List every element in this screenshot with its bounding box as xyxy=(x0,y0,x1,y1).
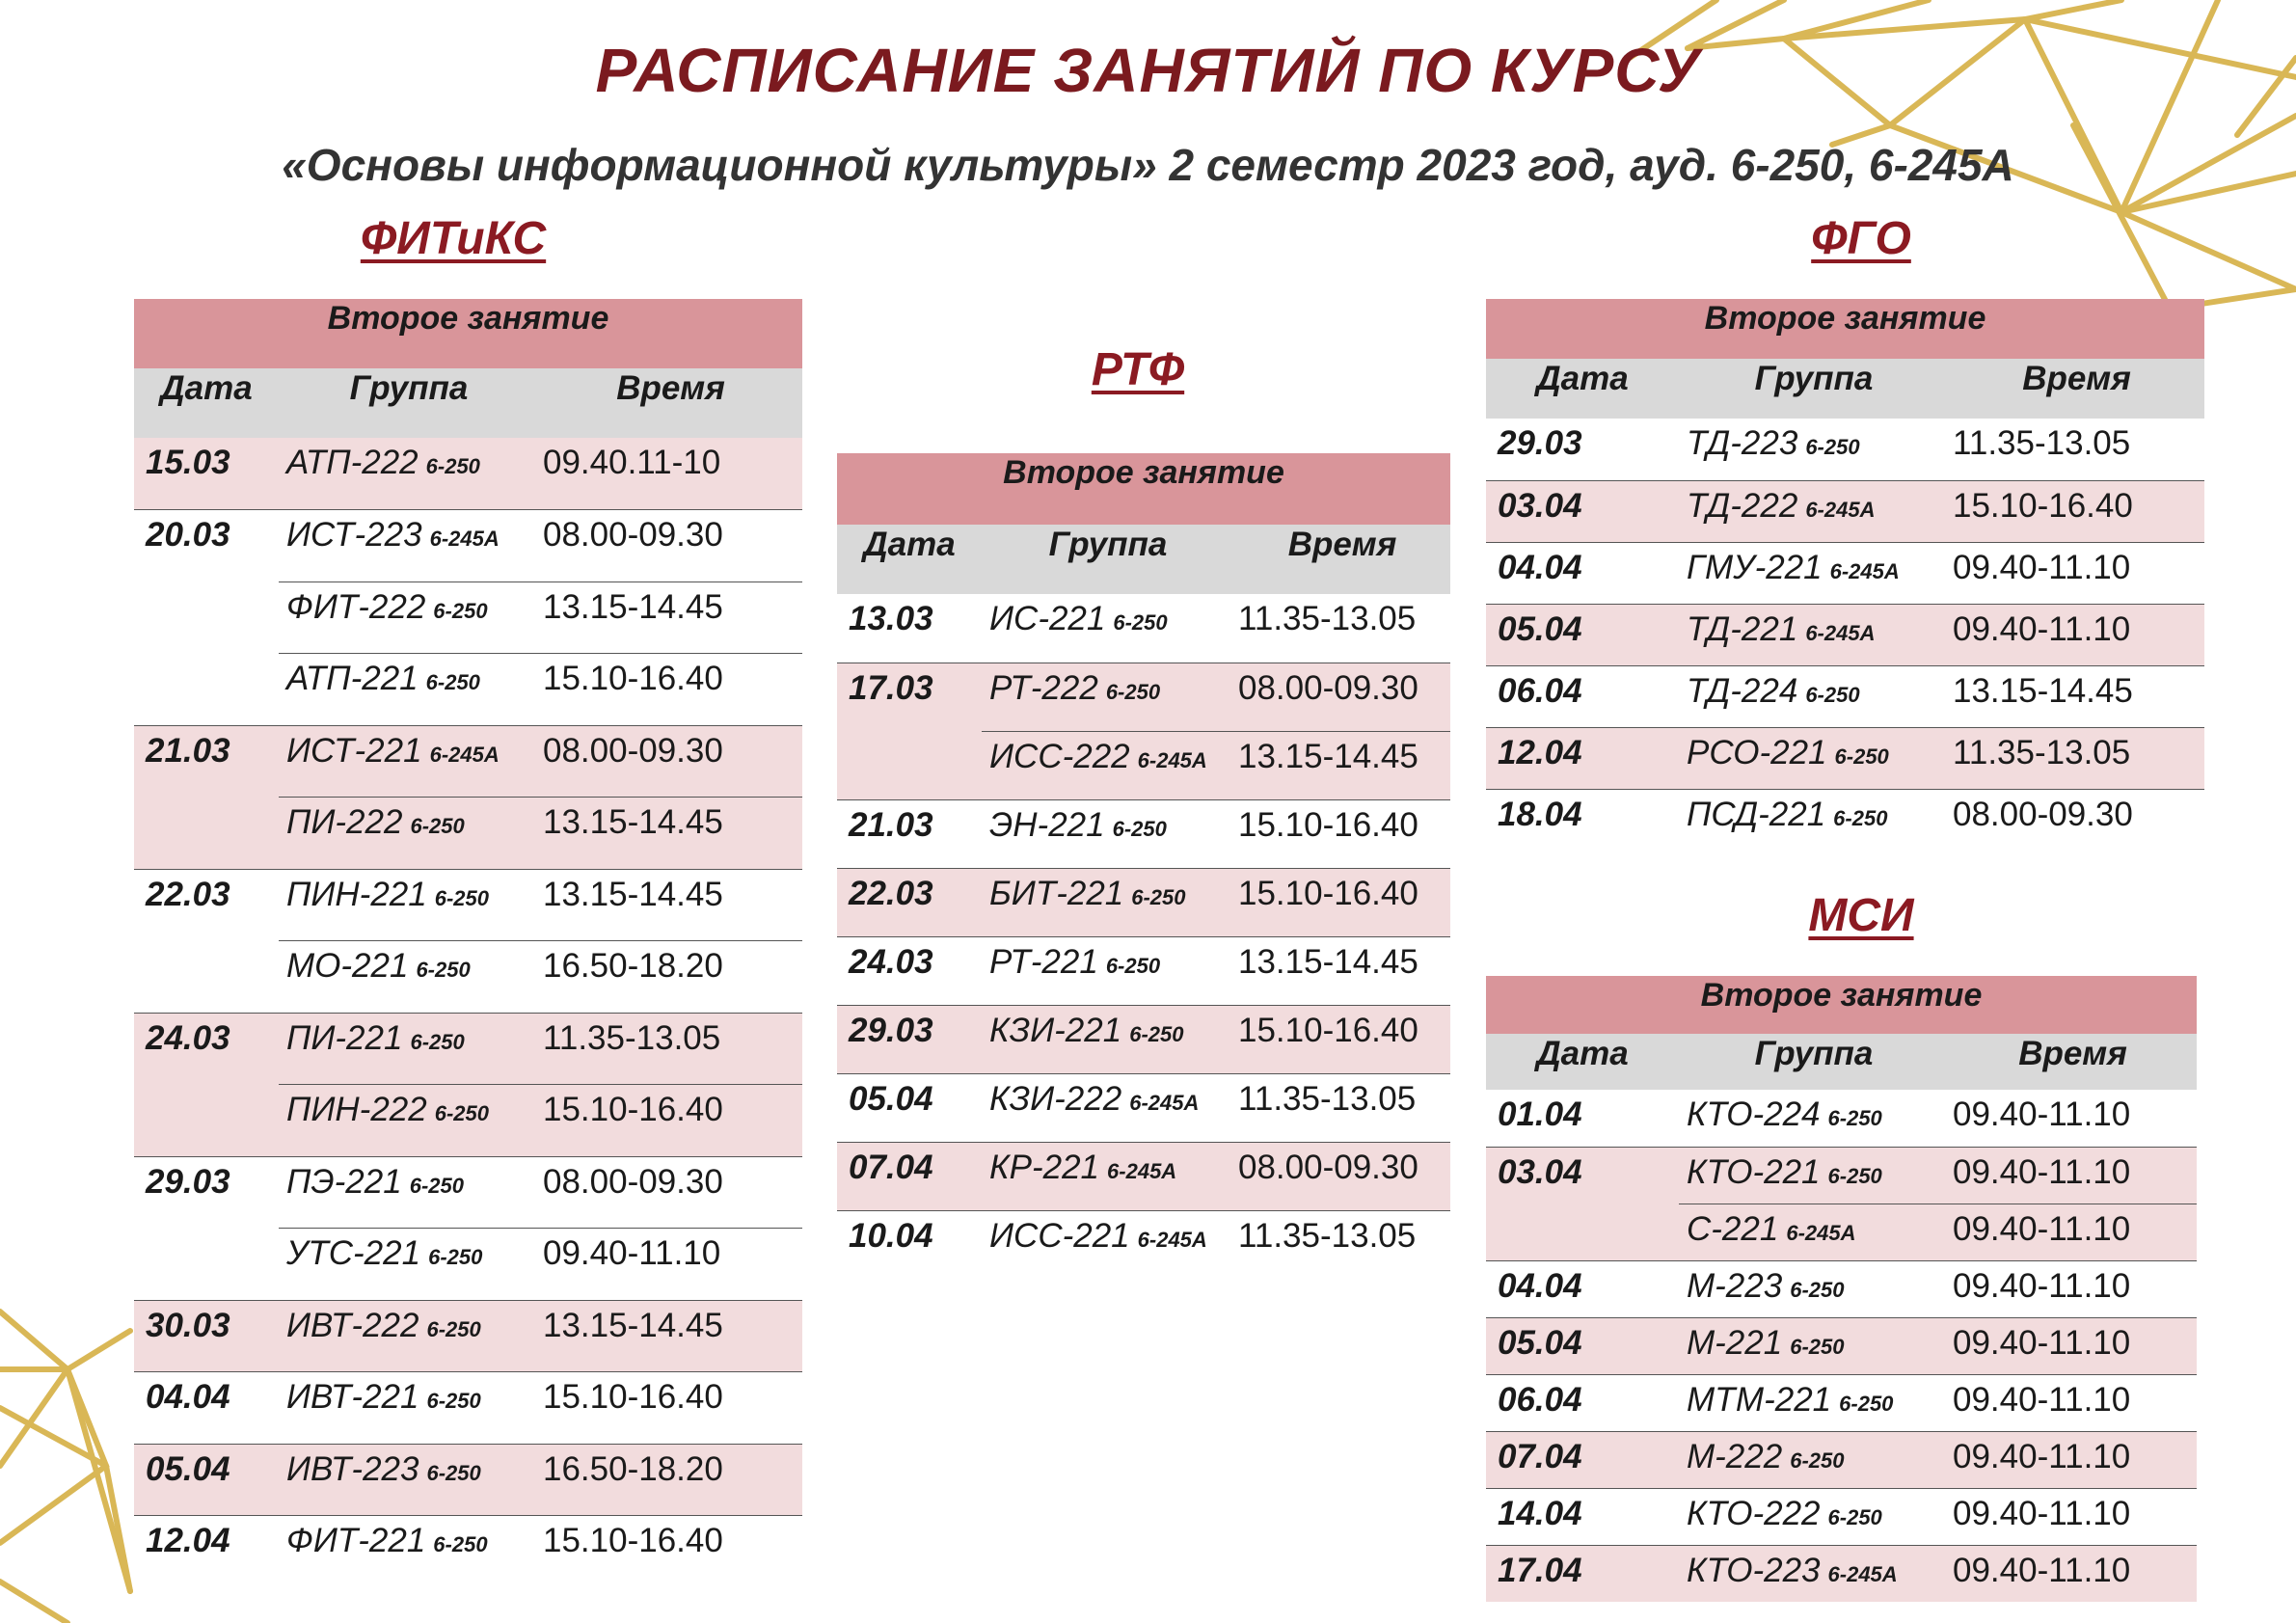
date-cell: 29.03 xyxy=(134,1156,279,1229)
column-header-date: Дата xyxy=(134,368,279,438)
date-cell: 15.03 xyxy=(134,438,279,510)
group-cell xyxy=(279,1229,539,1301)
table-row xyxy=(1486,542,2204,604)
group-name: ПИ-221 xyxy=(286,1018,403,1057)
group-cell xyxy=(279,869,539,941)
group-name: БИТ-221 xyxy=(989,874,1124,912)
group-name: ПСД-221 xyxy=(1687,795,1826,833)
column-header-group: Группа xyxy=(1679,1034,1949,1090)
table-row xyxy=(837,1005,1450,1073)
auditorium-label: 6-245А xyxy=(1137,1227,1207,1252)
group-cell xyxy=(1679,542,1949,604)
table-row xyxy=(134,1300,802,1372)
column-header-date: Дата xyxy=(837,525,982,594)
group-name: ПИН-221 xyxy=(286,875,427,913)
group-name: ИСС-222 xyxy=(989,737,1130,775)
date-cell: 07.04 xyxy=(837,1142,982,1210)
group-cell xyxy=(982,594,1234,663)
date-cell: 18.04 xyxy=(1486,789,1679,851)
group-cell xyxy=(1679,727,1949,789)
group-cell xyxy=(279,438,539,510)
group-name: ТД-223 xyxy=(1687,424,1798,462)
auditorium-label: 6-250 xyxy=(1113,610,1168,635)
group-name: М-223 xyxy=(1687,1266,1783,1305)
group-name: ИВТ-222 xyxy=(286,1306,419,1344)
date-cell: 03.04 xyxy=(1486,1147,1679,1204)
date-cell: 07.04 xyxy=(1486,1431,1679,1488)
group-cell xyxy=(982,799,1234,868)
group-name: ТД-224 xyxy=(1687,671,1798,710)
time-cell: 13.15-14.45 xyxy=(1949,665,2204,727)
auditorium-label: 6-250 xyxy=(1790,1334,1845,1359)
group-cell xyxy=(1679,665,1949,727)
page-subtitle: «Основы информационной культуры» 2 семестр 2023 год, ауд. 6-250, 6-245А xyxy=(282,140,2014,190)
column-header-group: Группа xyxy=(279,368,539,438)
time-cell: 15.10-16.40 xyxy=(539,1372,802,1445)
auditorium-label: 6-250 xyxy=(1790,1277,1845,1302)
group-cell xyxy=(1679,1317,1949,1374)
table-row xyxy=(134,1444,802,1516)
auditorium-label: 6-250 xyxy=(1827,1106,1882,1130)
table-row xyxy=(134,1372,802,1445)
time-cell: 08.00-09.30 xyxy=(1949,789,2204,851)
group-cell xyxy=(1679,1431,1949,1488)
time-cell: 09.40-11.10 xyxy=(1949,1488,2197,1545)
group-name: ТД-221 xyxy=(1687,609,1798,648)
table-row xyxy=(134,1229,802,1301)
auditorium-label: 6-245А xyxy=(1786,1220,1856,1245)
group-name: АТП-221 xyxy=(286,660,419,697)
time-cell: 11.35-13.05 xyxy=(1953,424,2131,462)
table-row xyxy=(1486,1260,2197,1317)
auditorium-label: 6-250 xyxy=(434,885,490,910)
table-row xyxy=(837,594,1450,663)
date-cell: 01.04 xyxy=(1498,1096,1582,1133)
date-cell: 06.04 xyxy=(1486,665,1679,727)
time-cell: 11.35-13.05 xyxy=(1949,727,2204,789)
time-cell: 11.35-13.05 xyxy=(1234,1073,1450,1142)
table-row xyxy=(134,582,802,654)
group-name: ТД-222 xyxy=(1687,486,1798,525)
group-name: М-221 xyxy=(1687,1323,1783,1362)
date-cell xyxy=(134,798,279,870)
time-cell: 09.40-11.10 xyxy=(539,1229,802,1301)
date-cell: 17.04 xyxy=(1486,1545,1679,1602)
time-cell: 08.00-09.30 xyxy=(539,1156,802,1229)
table-band-title: Второе занятие xyxy=(1486,299,2204,359)
time-cell: 11.35-13.05 xyxy=(1238,600,1417,637)
time-cell: 11.35-13.05 xyxy=(1234,1210,1450,1279)
group-name: ПИН-222 xyxy=(286,1091,427,1128)
group-name: ГМУ-221 xyxy=(1687,548,1823,586)
group-name: ЭН-221 xyxy=(989,805,1105,844)
group-name: ИВТ-223 xyxy=(286,1449,419,1488)
date-cell: 03.04 xyxy=(1486,480,1679,542)
column-header-time: Время xyxy=(1949,359,2204,419)
column-header-group: Группа xyxy=(1679,359,1949,419)
group-cell xyxy=(279,1516,539,1588)
table-row xyxy=(134,1516,802,1588)
schedule-table-fgo xyxy=(1486,299,2204,851)
table-row xyxy=(134,941,802,1014)
group-cell xyxy=(1679,1147,1949,1204)
table-row xyxy=(837,663,1450,731)
table-row xyxy=(134,654,802,726)
date-cell xyxy=(134,1229,279,1301)
time-cell: 16.50-18.20 xyxy=(539,1444,802,1516)
group-cell xyxy=(1679,419,1949,480)
group-name: ПИ-222 xyxy=(286,803,403,841)
time-cell: 13.15-14.45 xyxy=(539,1300,802,1372)
group-name: ИСТ-223 xyxy=(286,516,422,554)
faculty-title-rtf: РТФ xyxy=(1091,344,1185,395)
column-header-time: Время xyxy=(539,368,802,438)
group-name: ИС-221 xyxy=(989,600,1106,637)
group-cell xyxy=(279,582,539,654)
group-cell xyxy=(1679,1545,1949,1602)
table-row xyxy=(1486,1317,2197,1374)
table-row xyxy=(134,1013,802,1085)
faculty-title-fgo: ФГО xyxy=(1811,213,1911,264)
table-row xyxy=(1486,789,2204,851)
column-header-time: Время xyxy=(1234,525,1450,594)
auditorium-label: 6-250 xyxy=(433,1532,488,1556)
table-row xyxy=(1486,727,2204,789)
time-cell: 09.40-11.10 xyxy=(1949,542,2204,604)
auditorium-label: 6-245А xyxy=(1107,1158,1177,1183)
group-name: КЗИ-221 xyxy=(989,1011,1122,1049)
time-cell: 15.10-16.40 xyxy=(1949,480,2204,542)
table-row xyxy=(837,1073,1450,1142)
date-cell: 04.04 xyxy=(1486,1260,1679,1317)
auditorium-label: 6-245А xyxy=(1129,1090,1200,1115)
date-cell: 05.04 xyxy=(837,1073,982,1142)
column-header-date: Дата xyxy=(1486,359,1679,419)
table-row xyxy=(1486,480,2204,542)
group-cell xyxy=(982,936,1234,1005)
date-cell xyxy=(134,582,279,654)
table-row xyxy=(1486,1147,2197,1204)
date-cell: 10.04 xyxy=(837,1210,982,1279)
schedule-table-fitiks xyxy=(134,299,802,1587)
group-cell xyxy=(279,1013,539,1085)
auditorium-label: 6-245А xyxy=(1805,497,1876,522)
table-row xyxy=(1486,1374,2197,1431)
time-cell: 13.15-14.45 xyxy=(539,582,802,654)
table-row xyxy=(134,438,802,510)
date-cell: 05.04 xyxy=(134,1444,279,1516)
table-band-title: Второе занятие xyxy=(134,299,802,368)
group-cell xyxy=(1679,1488,1949,1545)
time-cell: 09.40-11.10 xyxy=(1949,1204,2197,1260)
auditorium-label: 6-250 xyxy=(433,598,488,623)
date-cell: 14.04 xyxy=(1486,1488,1679,1545)
group-cell xyxy=(1679,1090,1949,1147)
group-cell xyxy=(279,1085,539,1157)
time-cell: 15.10-16.40 xyxy=(1234,799,1450,868)
column-header-date: Дата xyxy=(1486,1034,1679,1090)
auditorium-label: 6-245А xyxy=(1805,620,1876,645)
date-cell: 29.03 xyxy=(837,1005,982,1073)
group-cell xyxy=(982,1142,1234,1210)
date-cell: 24.03 xyxy=(837,936,982,1005)
date-cell: 13.03 xyxy=(849,600,933,637)
group-cell xyxy=(1679,1260,1949,1317)
auditorium-label: 6-245А xyxy=(1137,747,1207,772)
time-cell: 15.10-16.40 xyxy=(539,1085,802,1157)
group-name: УТС-221 xyxy=(286,1234,421,1272)
group-name: ФИТ-221 xyxy=(286,1522,426,1559)
date-cell xyxy=(134,941,279,1014)
auditorium-label: 6-250 xyxy=(425,454,480,478)
group-cell xyxy=(279,1300,539,1372)
group-cell xyxy=(279,654,539,726)
group-name: ИВТ-221 xyxy=(286,1378,419,1416)
group-name: МО-221 xyxy=(286,947,409,985)
auditorium-label: 6-250 xyxy=(1790,1447,1845,1473)
time-cell: 09.40-11.10 xyxy=(1949,604,2204,665)
auditorium-label: 6-250 xyxy=(1112,816,1167,841)
table-row xyxy=(1486,1545,2197,1602)
time-cell: 15.10-16.40 xyxy=(539,1516,802,1588)
date-cell: 06.04 xyxy=(1486,1374,1679,1431)
date-cell: 21.03 xyxy=(134,725,279,798)
auditorium-label: 6-250 xyxy=(1105,679,1161,704)
group-cell xyxy=(982,1210,1234,1279)
date-cell: 12.04 xyxy=(1486,727,1679,789)
auditorium-label: 6-245А xyxy=(1829,558,1900,583)
date-cell: 24.03 xyxy=(134,1013,279,1085)
date-cell: 05.04 xyxy=(1486,604,1679,665)
date-cell: 12.04 xyxy=(134,1516,279,1588)
time-cell: 08.00-09.30 xyxy=(539,725,802,798)
group-cell xyxy=(1679,789,1949,851)
time-cell: 13.15-14.45 xyxy=(1234,936,1450,1005)
auditorium-label: 6-245А xyxy=(429,742,500,767)
group-cell xyxy=(982,868,1234,936)
time-cell: 09.40-11.10 xyxy=(1949,1260,2197,1317)
table-row xyxy=(837,1142,1450,1210)
time-cell: 16.50-18.20 xyxy=(539,941,802,1014)
time-cell: 09.40-11.10 xyxy=(1949,1431,2197,1488)
group-name: ИСТ-221 xyxy=(286,731,422,770)
auditorium-label: 6-250 xyxy=(426,1460,481,1485)
faculty-title-msi: МСИ xyxy=(1808,890,1914,941)
time-cell: 15.10-16.40 xyxy=(1234,868,1450,936)
group-cell xyxy=(982,1073,1234,1142)
date-cell xyxy=(134,1085,279,1157)
schedule-table-rtf xyxy=(837,453,1450,1279)
auditorium-label: 6-250 xyxy=(426,1316,481,1341)
auditorium-label: 6-250 xyxy=(434,1101,490,1125)
table-row xyxy=(134,869,802,941)
time-cell: 09.40-11.10 xyxy=(1949,1317,2197,1374)
time-cell: 09.40.11-10 xyxy=(539,438,802,510)
time-cell: 08.00-09.30 xyxy=(539,510,802,582)
auditorium-label: 6-250 xyxy=(1131,884,1186,909)
table-row xyxy=(134,510,802,582)
table-row xyxy=(1486,1204,2197,1260)
group-cell xyxy=(982,731,1234,799)
table-band-title: Второе занятие xyxy=(837,453,1450,525)
auditorium-label: 6-250 xyxy=(1805,435,1860,459)
table-row xyxy=(134,1085,802,1157)
auditorium-label: 6-250 xyxy=(426,1389,481,1413)
date-cell: 17.03 xyxy=(837,663,982,731)
time-cell: 15.10-16.40 xyxy=(539,654,802,726)
date-cell: 30.03 xyxy=(134,1300,279,1372)
group-cell xyxy=(279,510,539,582)
group-cell xyxy=(1679,1374,1949,1431)
table-row xyxy=(837,936,1450,1005)
group-cell xyxy=(1679,480,1949,542)
table-row xyxy=(1486,1090,2197,1147)
auditorium-label: 6-250 xyxy=(410,814,465,838)
auditorium-label: 6-250 xyxy=(1805,682,1860,707)
group-name: ПЭ-221 xyxy=(286,1162,402,1201)
group-name: ИСС-221 xyxy=(989,1216,1130,1255)
column-header-group: Группа xyxy=(982,525,1234,594)
time-cell: 13.15-14.45 xyxy=(539,798,802,870)
group-cell xyxy=(279,941,539,1014)
group-cell xyxy=(1679,604,1949,665)
date-cell: 29.03 xyxy=(1498,424,1582,462)
table-row xyxy=(1486,419,2204,480)
date-cell: 20.03 xyxy=(134,510,279,582)
group-name: КТО-222 xyxy=(1687,1494,1821,1532)
auditorium-label: 6-250 xyxy=(1834,744,1889,769)
group-name: КТО-223 xyxy=(1687,1551,1821,1589)
table-row xyxy=(134,1156,802,1229)
schedule-table-msi xyxy=(1486,976,2197,1602)
group-cell xyxy=(982,1005,1234,1073)
group-cell xyxy=(279,1372,539,1445)
group-cell xyxy=(279,1156,539,1229)
time-cell: 09.40-11.10 xyxy=(1953,1096,2131,1133)
time-cell: 11.35-13.05 xyxy=(539,1013,802,1085)
date-cell xyxy=(837,731,982,799)
auditorium-label: 6-250 xyxy=(1839,1391,1894,1416)
table-band-title: Второе занятие xyxy=(1486,976,2197,1034)
group-name: КЗИ-222 xyxy=(989,1079,1122,1118)
time-cell: 08.00-09.30 xyxy=(1234,1142,1450,1210)
date-cell: 22.03 xyxy=(134,869,279,941)
auditorium-label: 6-250 xyxy=(416,958,471,982)
group-name: КТО-224 xyxy=(1687,1096,1821,1133)
time-cell: 08.00-09.30 xyxy=(1234,663,1450,731)
group-name: КР-221 xyxy=(989,1148,1100,1186)
page-title: РАСПИСАНИЕ ЗАНЯТИЙ ПО КУРСУ xyxy=(595,36,1701,105)
table-row xyxy=(837,1210,1450,1279)
faculty-title-fitiks: ФИТиКС xyxy=(360,213,547,264)
time-cell: 09.40-11.10 xyxy=(1949,1147,2197,1204)
group-name: С-221 xyxy=(1687,1209,1779,1248)
group-cell xyxy=(982,663,1234,731)
group-name: ФИТ-222 xyxy=(286,587,426,626)
group-cell xyxy=(279,725,539,798)
date-cell: 22.03 xyxy=(837,868,982,936)
table-row xyxy=(837,868,1450,936)
group-name: М-222 xyxy=(1687,1437,1783,1475)
auditorium-label: 6-250 xyxy=(1827,1163,1882,1188)
date-cell: 21.03 xyxy=(837,799,982,868)
auditorium-label: 6-250 xyxy=(1105,953,1161,978)
group-name: МТМ-221 xyxy=(1687,1380,1832,1419)
time-cell: 13.15-14.45 xyxy=(1234,731,1450,799)
date-cell: 04.04 xyxy=(1486,542,1679,604)
table-row xyxy=(134,725,802,798)
table-row xyxy=(1486,1431,2197,1488)
date-cell xyxy=(1486,1204,1679,1260)
table-row xyxy=(1486,665,2204,727)
group-name: КТО-221 xyxy=(1687,1152,1821,1191)
auditorium-label: 6-245А xyxy=(429,527,500,551)
table-row xyxy=(837,731,1450,799)
group-name: РСО-221 xyxy=(1687,733,1827,771)
table-row xyxy=(134,798,802,870)
column-header-time: Время xyxy=(1949,1034,2197,1090)
table-row xyxy=(1486,604,2204,665)
auditorium-label: 6-250 xyxy=(428,1245,483,1269)
date-cell xyxy=(134,654,279,726)
time-cell: 13.15-14.45 xyxy=(539,869,802,941)
group-cell xyxy=(1679,1204,1949,1260)
date-cell: 05.04 xyxy=(1486,1317,1679,1374)
table-row xyxy=(837,799,1450,868)
auditorium-label: 6-250 xyxy=(425,670,480,694)
group-name: АТП-222 xyxy=(286,444,419,481)
auditorium-label: 6-250 xyxy=(1833,805,1888,830)
date-cell: 04.04 xyxy=(134,1372,279,1445)
auditorium-label: 6-250 xyxy=(410,1029,465,1054)
time-cell: 15.10-16.40 xyxy=(1234,1005,1450,1073)
auditorium-label: 6-245А xyxy=(1827,1561,1898,1586)
auditorium-label: 6-250 xyxy=(409,1173,464,1198)
group-cell xyxy=(279,798,539,870)
group-name: РТ-222 xyxy=(989,668,1098,707)
group-cell xyxy=(279,1444,539,1516)
group-name: РТ-221 xyxy=(989,942,1098,981)
auditorium-label: 6-250 xyxy=(1827,1504,1882,1529)
time-cell: 09.40-11.10 xyxy=(1949,1374,2197,1431)
time-cell: 09.40-11.10 xyxy=(1949,1545,2197,1602)
auditorium-label: 6-250 xyxy=(1129,1021,1184,1046)
table-row xyxy=(1486,1488,2197,1545)
